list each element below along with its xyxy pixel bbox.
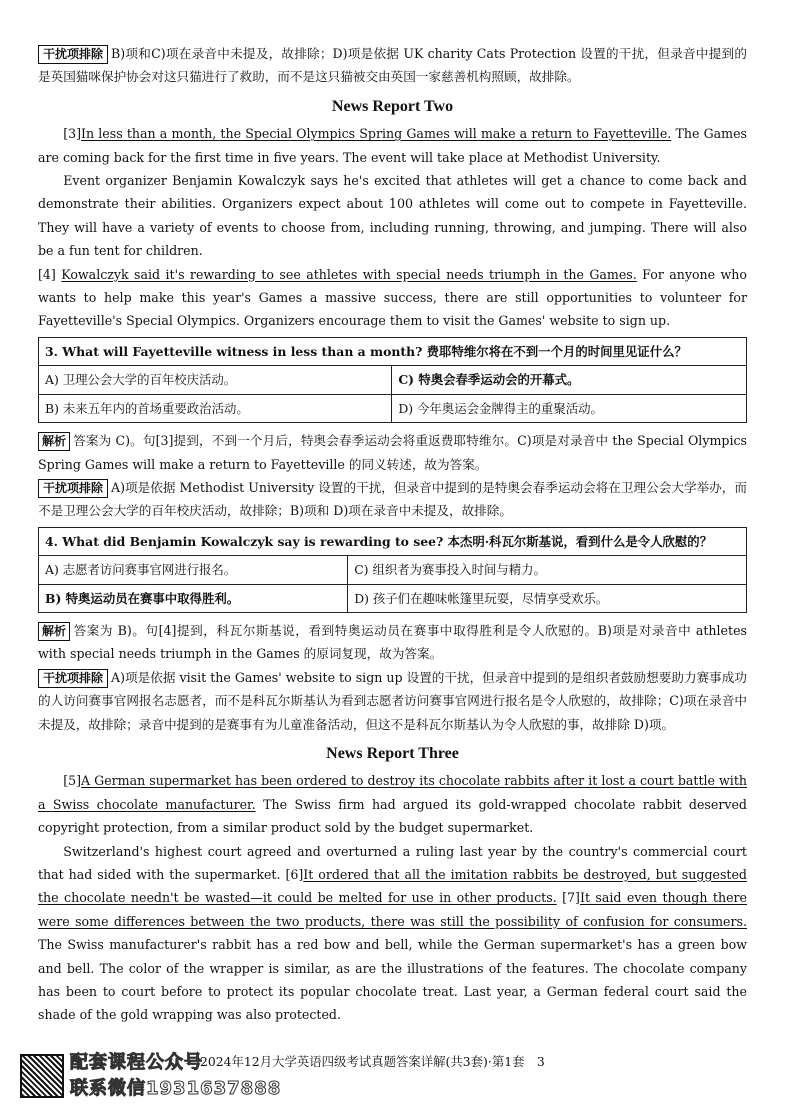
qr-code-icon <box>20 1054 64 1098</box>
option-d: D) 今年奥运会金牌得主的重聚活动。 <box>392 394 747 422</box>
section-title-news-report-three: News Report Three <box>326 744 459 762</box>
paragraph-q4-distractors <box>38 666 747 736</box>
paragraph-r2-3 <box>38 263 747 333</box>
question-stem: 3. What will Fayetteville witness in less than a month? 费耶特维尔将在不到一个月的时间里见证什么？ <box>39 337 747 365</box>
option-c: C) 组织者为赛事投入时间与精力。 <box>348 556 747 584</box>
paragraph-r3-1 <box>38 769 747 839</box>
paragraph-text: B)项和C)项在录音中未提及，故排除；D)项是依据 UK charity Cats Protection 设置的干扰，但录音中提到的是英国猫咪保护协会对这只猫进行了救助，而不是这只猫被交由英国一家慈善机构照顾，故排除。 <box>38 46 747 85</box>
page-content <box>38 42 747 1027</box>
analysis-tag: 解析 <box>38 432 70 451</box>
distractor-tag: 干扰项排除 <box>38 479 108 498</box>
paragraph-q4-analysis <box>38 619 747 666</box>
question-3-table <box>38 337 747 423</box>
sentence-number: [5] <box>63 773 82 789</box>
paragraph-text: The Games are coming back for the first time in five years. The event will take place at Methodist University. <box>38 126 747 165</box>
paragraph-q2-distractors <box>38 42 747 89</box>
sentence-number: [3] <box>63 126 82 142</box>
option-b: B) 未来五年内的首场重要政治活动。 <box>39 394 392 422</box>
page-info: 2024年12月大学英语四级考试真题答案详解(共3套)·第1套 3 <box>200 1054 545 1069</box>
question-4-table <box>38 527 747 613</box>
paragraph-text: A)项是依据 Methodist University 设置的干扰，但录音中提到的是特奥会春季运动会将在卫理公会大学举办，而不是卫理公会大学的百年校庆活动，故排除；B)项和 D)项在录音中未提及，故排除。 <box>38 479 747 519</box>
paragraph-q3-distractors <box>38 476 747 523</box>
option-a: A) 卫理公会大学的百年校庆活动。 <box>39 366 392 394</box>
paragraph-text: For anyone who wants to help make this year's Games a massive success, there are still opportunities to volunteer for Fayetteville's Special Olympics. Organizers encourage them to visit the Games' website to sign up. <box>38 266 747 329</box>
underlined-sentence: It ordered that all the imitation rabbits be destroyed, but suggested the chocolate needn't be wasted—it could be melted for use in other products. <box>38 867 747 906</box>
paragraph-r3-2 <box>38 840 747 1027</box>
paragraph-text: A)项是依据 visit the Games' website to sign up 设置的干扰，但录音中提到的是组织者鼓励想要助力赛事成功的人访问赛事官网报名志愿者，而不是科瓦尔斯基认为看到志愿者访问赛事官网进行报名是令人欣慰的，故排除；C)项在录音中未提及，故排除；录音中提到的是赛事有为儿童准备活动，但这不是科瓦尔斯基认为令人欣慰的事，故排除 D)项。 <box>38 669 747 732</box>
page-footer <box>20 1046 780 1106</box>
sentence-number: [7] <box>556 890 580 906</box>
underlined-sentence: It said even though there were some differences between the two products, there was still the possibility of confusion for consumers. <box>38 890 747 929</box>
option-c: C) 特奥会春季运动会的开幕式。 <box>392 366 747 394</box>
paragraph-text: 答案为 C)。句[3]提到，不到一个月后，特奥会春季运动会将重返费耶特维尔。C)项是对录音中 the Special Olympics Spring Games will make a return to Fayetteville 的同义转述，故为答案。 <box>38 433 747 472</box>
sentence-number: [6] <box>285 867 304 882</box>
question-stem: 4. What did Benjamin Kowalczyk say is rewarding to see? 本杰明·科瓦尔斯基说，看到什么是令人欣慰的？ <box>39 527 747 555</box>
paragraph-text: Switzerland's highest court agreed and overturned a ruling last year by the country's commercial court that had sided with the supermarket. <box>38 843 747 882</box>
paragraph-text: The Swiss manufacturer's rabbit has a red bow and bell, while the German supermarket's has a green bow and bell. The color of the wrapper is similar, as are the illustrations of the features. The chocolate company has been to court before to protect its popular chocolate treat. Last year, a German federal court said the shade of the gold wrapping was also protected. <box>38 937 747 1023</box>
distractor-tag: 干扰项排除 <box>38 669 108 688</box>
underlined-sentence: A German supermarket has been ordered to destroy its chocolate rabbits after it lost a court battle with a Swiss chocolate manufacturer. <box>38 773 747 812</box>
distractor-tag: 干扰项排除 <box>38 45 108 64</box>
paragraph-text: The Swiss firm had argued its gold-wrapped chocolate rabbit deserved copyright protection, from a similar product sold by the budget supermarket. <box>38 796 747 836</box>
underlined-sentence: Kowalczyk said it's rewarding to see athletes with special needs triumph in the Games. <box>61 266 637 282</box>
watermark-line-2: 联系微信1931637888 <box>70 1078 282 1099</box>
sentence-number: [4] <box>38 266 56 282</box>
paragraph-r2-1 <box>38 122 747 169</box>
paragraph-r2-2: Event organizer Benjamin Kowalczyk says he's excited that athletes will get a chance to come back and demonstrate their abilities. Organizers expect about 100 athletes will come out to compete in Fayetteville. They will have a variety of events to choose from, including running, throwing, and jumping. There will also be a fun tent for children. <box>38 173 747 259</box>
section-title-news-report-two: News Report Two <box>331 97 454 115</box>
watermark-line-1: 配套课程公众号 <box>70 1052 203 1073</box>
paragraph-text: 答案为 B)。句[4]提到，科瓦尔斯基说，看到特奥运动员在赛事中取得胜利是令人欣慰的。B)项是对录音中 athletes with special needs triumph in the Games 的原词复现，故为答案。 <box>38 622 747 662</box>
option-b: B) 特奥运动员在赛事中取得胜利。 <box>39 584 348 612</box>
analysis-tag: 解析 <box>38 622 70 641</box>
underlined-sentence: In less than a month, the Special Olympics Spring Games will make a return to Fayetteville. <box>81 126 672 142</box>
option-a: A) 志愿者访问赛事官网进行报名。 <box>39 556 348 584</box>
option-d: D) 孩子们在趣味帐篷里玩耍，尽情享受欢乐。 <box>348 584 747 612</box>
paragraph-q3-analysis <box>38 429 747 476</box>
